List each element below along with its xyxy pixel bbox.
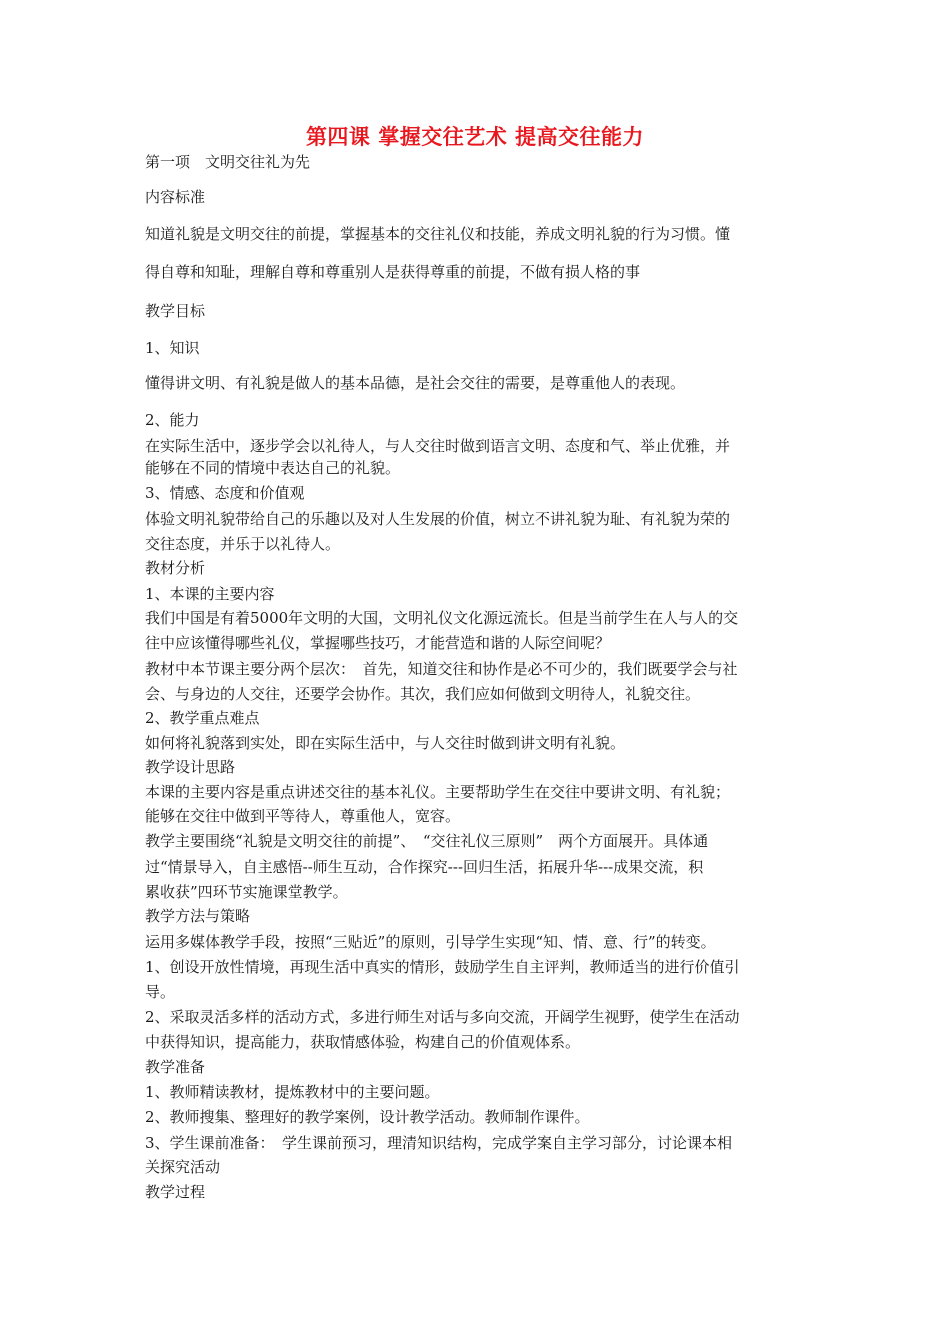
text-line: 1、创设开放性情境，再现生活中真实的情形，鼓励学生自主评判，教师适当的进行价值引 xyxy=(145,958,740,976)
text-line: 体验文明礼貌带给自己的乐趣以及对人生发展的价值，树立不讲礼貌为耻、有礼貌为荣的 xyxy=(145,510,731,528)
text-line: 交往态度，并乐于以礼待人。 xyxy=(145,535,341,553)
text-line: 能够在交往中做到平等待人，尊重他人，宽容。 xyxy=(145,807,461,825)
text-line: 教材分析 xyxy=(145,559,206,577)
text-line: 内容标准 xyxy=(145,188,206,206)
text-line: 3、学生课前准备： 学生课前预习，理清知识结构，完成学案自主学习部分，讨论课本相 xyxy=(145,1134,733,1152)
text-line: 累收获”四环节实施课堂教学。 xyxy=(145,883,348,901)
text-line: 教学过程 xyxy=(145,1183,206,1201)
text-line: 关探究活动 xyxy=(145,1158,221,1176)
text-line: 1、知识 xyxy=(145,339,200,357)
text-line: 2、教学重点难点 xyxy=(145,709,260,727)
text-line: 知道礼貌是文明交往的前提，掌握基本的交往礼仪和技能，养成文明礼貌的行为习惯。懂 xyxy=(145,225,731,243)
text-line: 教学主要围绕“礼貌是文明交往的前提”、 “交往礼仪三原则” 两个方面展开。具体通 xyxy=(145,832,709,850)
text-line: 第一项 文明交往礼为先 xyxy=(145,153,311,171)
text-line: 我们中国是有着5000年文明的大国，文明礼仪文化源远流长。但是当前学生在人与人的交 xyxy=(145,609,739,627)
text-line: 导。 xyxy=(145,983,176,1001)
text-line: 教学目标 xyxy=(145,302,206,320)
text-line: 2、能力 xyxy=(145,411,200,429)
text-line: 懂得讲文明、有礼貌是做人的基本品德，是社会交往的需要，是尊重他人的表现。 xyxy=(145,374,686,392)
text-line: 本课的主要内容是重点讲述交往的基本礼仪。主要帮助学生在交往中要讲文明、有礼貌； xyxy=(145,783,731,801)
text-line: 运用多媒体教学手段，按照“三贴近”的原则，引导学生实现“知、情、意、行”的转变。 xyxy=(145,933,716,951)
text-line: 1、本课的主要内容 xyxy=(145,585,275,603)
text-line: 会、与身边的人交往，还要学会协作。其次，我们应如何做到文明待人，礼貌交往。 xyxy=(145,685,701,703)
text-line: 2、教师搜集、整理好的教学案例，设计教学活动。教师制作课件。 xyxy=(145,1108,590,1126)
text-line: 能够在不同的情境中表达自己的礼貌。 xyxy=(145,459,401,477)
text-line: 过“情景导入，自主感悟--师生互动，合作探究---回归生活，拓展升华---成果交流，积 xyxy=(145,858,704,876)
text-line: 教学准备 xyxy=(145,1058,206,1076)
text-line: 在实际生活中，逐步学会以礼待人，与人交往时做到语言文明、态度和气、举止优雅，并 xyxy=(145,437,731,455)
text-line: 得自尊和知耻，理解自尊和尊重别人是获得尊重的前提，不做有损人格的事 xyxy=(145,263,641,281)
text-line: 往中应该懂得哪些礼仪，掌握哪些技巧，才能营造和谐的人际空间呢？ xyxy=(145,634,611,652)
text-line: 2、采取灵活多样的活动方式，多进行师生对话与多向交流，开阔学生视野，使学生在活动 xyxy=(145,1008,740,1026)
text-line: 1、教师精读教材，提炼教材中的主要问题。 xyxy=(145,1083,440,1101)
text-line: 中获得知识，提高能力，获取情感体验，构建自己的价值观体系。 xyxy=(145,1033,581,1051)
text-line: 如何将礼貌落到实处，即在实际生活中，与人交往时做到讲文明有礼貌。 xyxy=(145,734,626,752)
text-line: 教学设计思路 xyxy=(145,758,236,776)
text-line: 教学方法与策略 xyxy=(145,907,251,925)
text-line: 教材中本节课主要分两个层次： 首先，知道交往和协作是必不可少的，我们既要学会与社 xyxy=(145,660,738,678)
text-line: 3、情感、态度和价值观 xyxy=(145,484,305,502)
document-title: 第四课 掌握交往艺术 提高交往能力 xyxy=(305,125,645,149)
